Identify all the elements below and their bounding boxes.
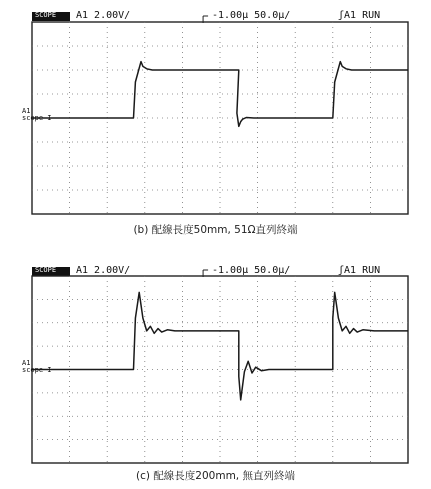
- figure-caption-c: (c) 配線長度200mm, 無直列終端: [136, 470, 295, 482]
- waveform-trace: [32, 62, 408, 127]
- channel-marker-label: scope I: [22, 366, 52, 374]
- trigger-status: ʃA1 RUN: [338, 265, 381, 276]
- channel-volts-per-div: A1 2.00V/: [76, 265, 131, 276]
- scope-mode-badge: SCOPE: [32, 12, 70, 21]
- scope-mode-badge: SCOPE: [32, 267, 70, 276]
- channel-marker-id: A1: [22, 107, 31, 115]
- waveform-plot-c: [0, 258, 431, 489]
- trigger-status: ʃA1 RUN: [338, 10, 381, 21]
- timebase-readout: -1.00µ 50.0µ/: [212, 265, 291, 276]
- channel-marker-label: scope I: [22, 114, 52, 122]
- channel-volts-per-div: A1 2.00V/: [76, 10, 131, 21]
- timebase-readout: -1.00µ 50.0µ/: [212, 10, 291, 21]
- oscilloscope-panel-c: [0, 258, 431, 489]
- figure-caption-b: (b) 配線長度50mm, 51Ω直列終端: [133, 224, 298, 236]
- waveform-plot-b: [0, 0, 431, 240]
- oscilloscope-panel-b: [0, 0, 431, 240]
- channel-marker-id: A1: [22, 359, 31, 367]
